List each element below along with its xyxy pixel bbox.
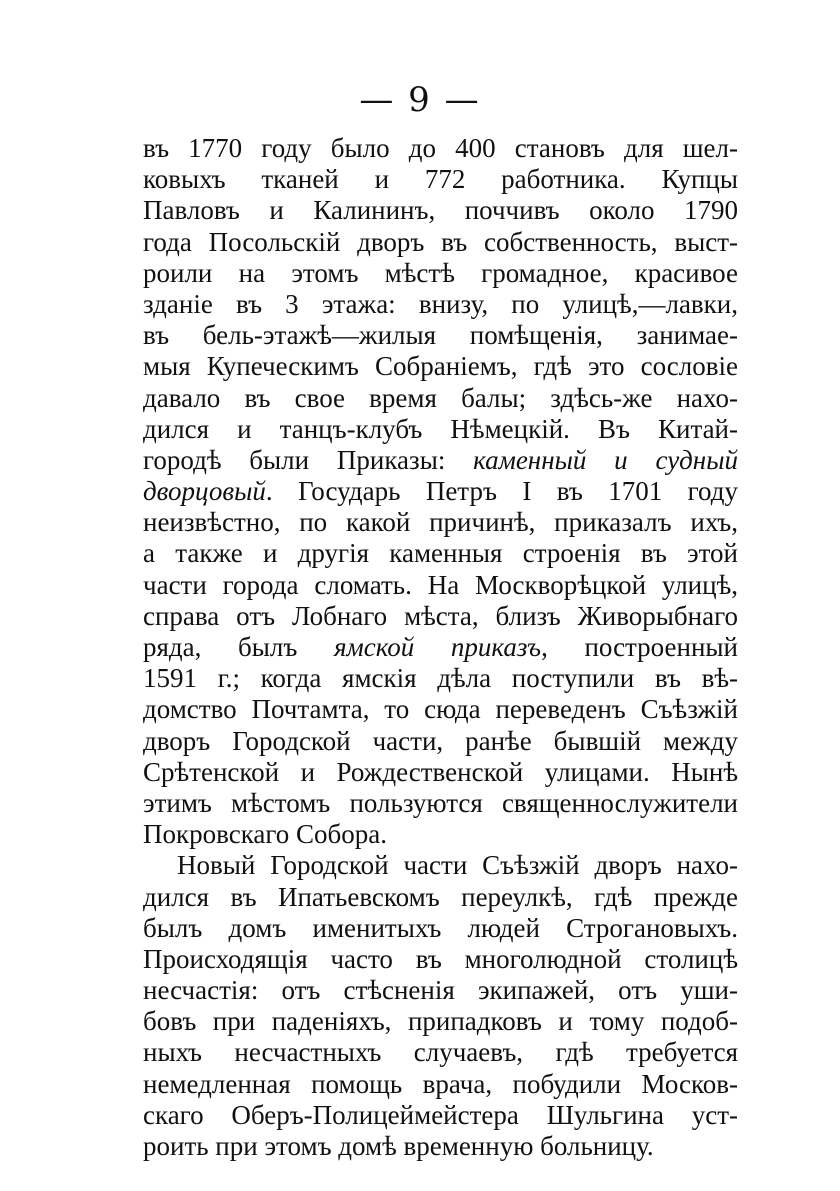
text-line bbox=[143, 320, 738, 351]
text-line bbox=[143, 289, 738, 320]
text-segment: дился въ Ипатьевскомъ переулкѣ, гдѣ прежде bbox=[143, 881, 738, 912]
text-segment: года Посольскій дворъ въ собственность, выст- bbox=[143, 226, 738, 257]
text-line bbox=[143, 632, 738, 663]
text-line bbox=[143, 445, 738, 476]
text-segment: Происходящія часто въ многолюдной столицѣ bbox=[143, 943, 738, 974]
text-line bbox=[143, 757, 738, 788]
text-segment: Покровскаго Собора. bbox=[143, 819, 388, 850]
text-line bbox=[143, 133, 738, 164]
text-segment: Срѣтенской и Рождественской улицами. Нынѣ bbox=[143, 756, 738, 787]
text-line bbox=[143, 819, 738, 850]
text-line bbox=[143, 726, 738, 757]
text-segment: мыя Купеческимъ Собраніемъ, гдѣ это сословіе bbox=[143, 351, 738, 382]
text-segment: скаго Оберъ-Полицеймейстера Шульгина уст- bbox=[143, 1099, 738, 1130]
text-line bbox=[143, 507, 738, 538]
text-line bbox=[143, 601, 738, 632]
text-line bbox=[143, 383, 738, 414]
text-line bbox=[143, 1069, 738, 1100]
text-segment: неизвѣстно, по какой причинѣ, приказалъ ихъ, bbox=[143, 507, 738, 538]
text-line bbox=[143, 913, 738, 944]
text-segment: дворъ Городской части, ранѣе бывшій между bbox=[143, 725, 738, 756]
text-segment: а также и другія каменныя строенія въ этой bbox=[143, 538, 738, 569]
text-line bbox=[143, 788, 738, 819]
text-segment: роить при этомъ домѣ временную больницу. bbox=[143, 1131, 654, 1161]
text-segment: Павловъ и Калининъ, поччивъ около 1790 bbox=[143, 195, 738, 226]
text-segment: былъ домъ именитыхъ людей Строгановыхъ. bbox=[143, 912, 738, 943]
text-segment: ковыхъ тканей и 772 работника. Купцы bbox=[143, 164, 738, 195]
text-segment: 1591 г.; когда ямскія дѣла поступили въ вѣ- bbox=[143, 663, 738, 694]
text-line bbox=[143, 1100, 738, 1131]
text-line bbox=[143, 944, 738, 975]
page-number-header: — 9 — bbox=[359, 80, 481, 120]
italic-text-segment: ямской приказъ bbox=[333, 632, 542, 662]
italic-text-segment: дворцовый bbox=[143, 476, 266, 507]
text-segment: въ бель-этажѣ—жилыя помѣщенія, занимае- bbox=[143, 320, 738, 351]
text-line bbox=[143, 538, 738, 569]
text-segment: роили на этомъ мѣстѣ громадное, красивое bbox=[143, 257, 738, 288]
text-segment: ныхъ несчастныхъ случаевъ, гдѣ требуется bbox=[143, 1037, 738, 1068]
text-segment: домство Почтамта, то сюда переведенъ Съѣзжій bbox=[143, 694, 738, 725]
text-segment: немедленная помощь врача, побудили Москов- bbox=[143, 1068, 738, 1099]
text-segment: ряда, былъ bbox=[143, 632, 334, 662]
text-line bbox=[143, 1006, 738, 1037]
text-line bbox=[143, 351, 738, 382]
text-segment: справа отъ Лобнаго мѣста, близъ Живорыбнаго bbox=[143, 600, 738, 631]
text-segment: этимъ мѣстомъ пользуются священнослужители bbox=[143, 787, 738, 818]
text-line bbox=[143, 570, 738, 601]
text-line bbox=[143, 195, 738, 226]
text-line bbox=[143, 850, 738, 881]
text-segment: , построенный bbox=[541, 632, 738, 662]
text-line bbox=[143, 414, 738, 445]
italic-text-segment: каменный и судный bbox=[473, 444, 738, 475]
body-text bbox=[143, 133, 738, 1162]
text-segment: части города сломать. На Москворѣцкой улицѣ, bbox=[143, 569, 738, 600]
text-line bbox=[143, 1131, 738, 1162]
text-segment: давало въ свое время балы; здѣсь-же нахо- bbox=[143, 382, 738, 413]
text-line bbox=[143, 882, 738, 913]
text-segment: Новый Городской части Съѣзжій дворъ нахо- bbox=[177, 850, 738, 881]
text-line bbox=[143, 164, 738, 195]
text-segment: въ 1770 году было до 400 становъ для шел- bbox=[143, 133, 738, 163]
text-segment: зданіе въ 3 этажа: внизу, по улицѣ,—лавки, bbox=[143, 288, 738, 319]
text-segment: . Государь Петръ I въ 1701 году bbox=[265, 476, 738, 507]
text-line bbox=[143, 476, 738, 507]
text-segment: дился и танцъ-клубъ Нѣмецкій. Въ Китай- bbox=[143, 413, 738, 444]
text-segment: бовъ при паденіяхъ, припадковъ и тому подоб- bbox=[143, 1006, 738, 1037]
text-line bbox=[143, 663, 738, 694]
text-line bbox=[143, 975, 738, 1006]
text-line bbox=[143, 258, 738, 289]
text-line bbox=[143, 694, 738, 725]
text-segment: городѣ были Приказы: bbox=[143, 444, 474, 475]
text-line bbox=[143, 1037, 738, 1068]
text-segment: несчастія: отъ стѣсненія экипажей, отъ уши- bbox=[143, 975, 738, 1006]
text-line bbox=[143, 227, 738, 258]
